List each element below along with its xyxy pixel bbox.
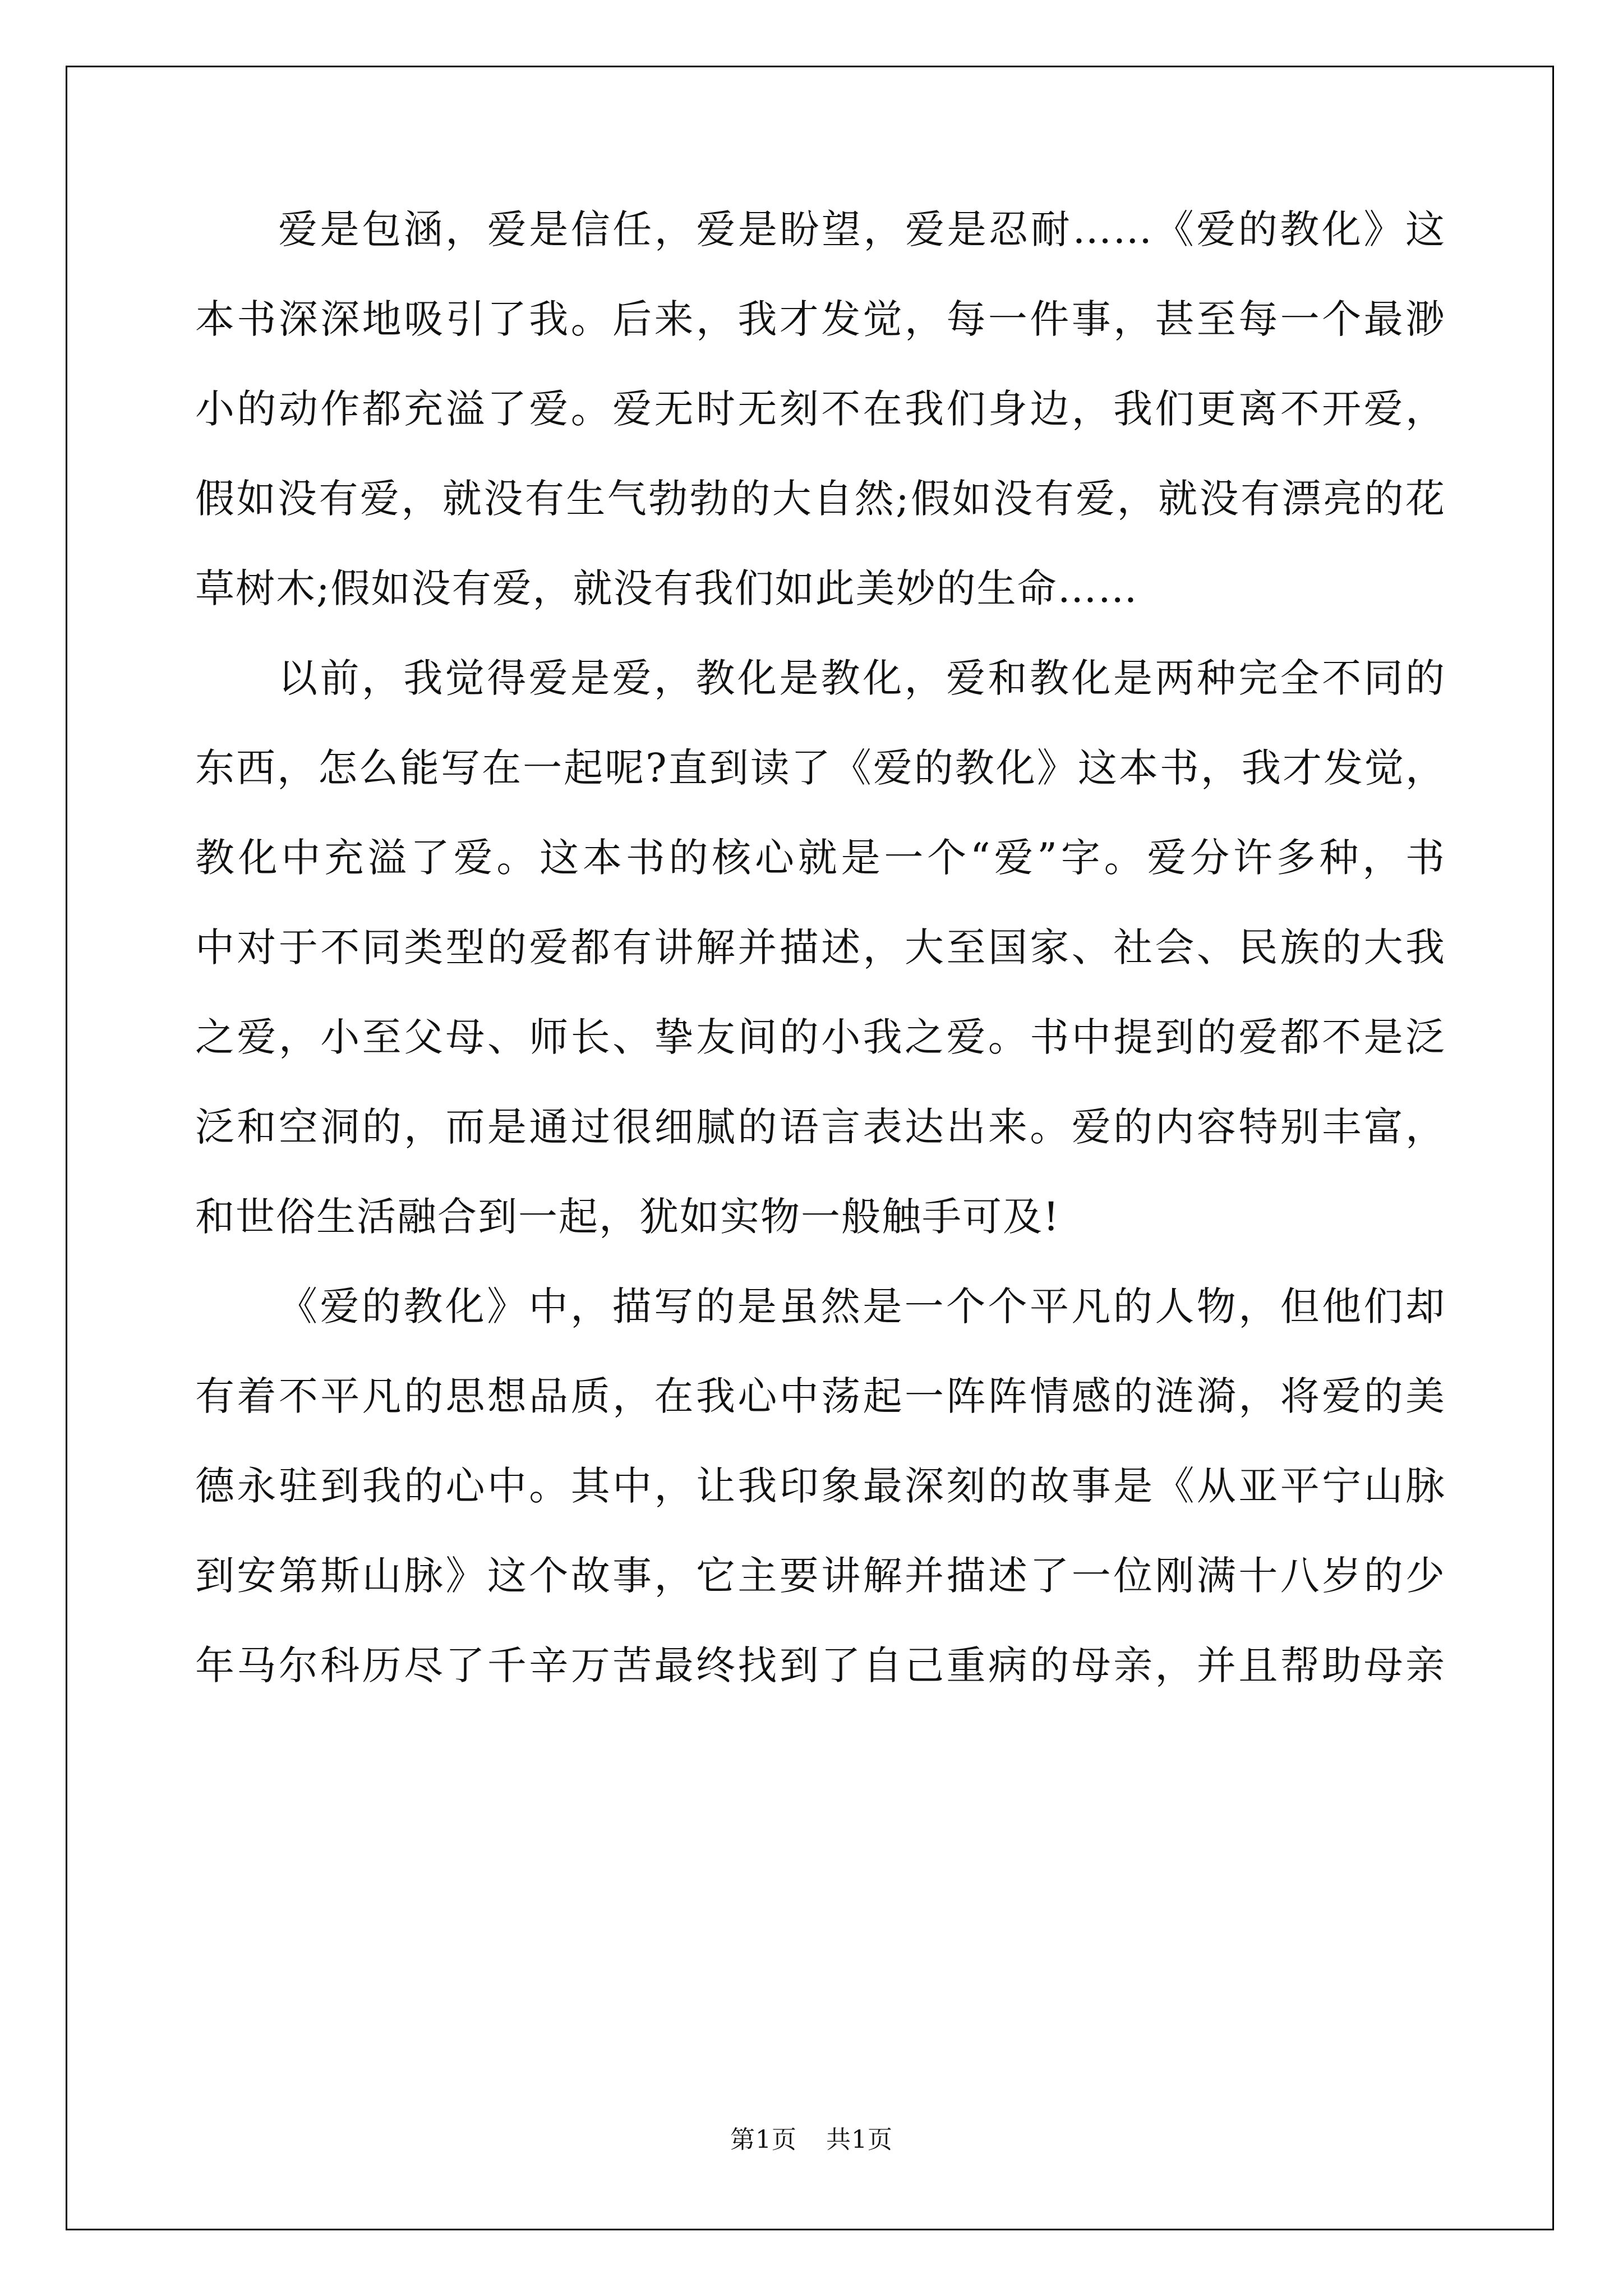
paragraph-2-line-1: 以前，我觉得爱是爱，教化是教化，爱和教化是两种完全不同的: [278, 655, 1446, 701]
paragraph-3-line-2: 有着不平凡的思想品质，在我心中荡起一阵阵情感的涟漪，将爱的美: [195, 1373, 1446, 1419]
paragraph-2-line-7: 和世俗生活融合到一起，犹如实物一般触手可及!: [195, 1194, 1061, 1240]
page-total: 共1页: [826, 2125, 893, 2154]
page-footer: [0, 2119, 1623, 2155]
paragraph-3-line-1: 《爱的教化》中，描写的是虽然是一个个平凡的人物，但他们却: [278, 1283, 1446, 1329]
paragraph-2-line-2: 东西，怎么能写在一起呢?直到读了《爱的教化》这本书，我才发觉，: [195, 745, 1446, 791]
paragraph-1-line-2: 本书深深地吸引了我。后来，我才发觉，每一件事，甚至每一个最渺: [195, 296, 1446, 342]
paragraph-2-line-4: 中对于不同类型的爱都有讲解并描述，大至国家、社会、民族的大我: [195, 924, 1446, 970]
paragraph-1-line-3: 小的动作都充溢了爱。爱无时无刻不在我们身边，我们更离不开爱，: [195, 386, 1446, 432]
paragraph-3-line-3: 德永驻到我的心中。其中，让我印象最深刻的故事是《从亚平宁山脉: [195, 1463, 1446, 1509]
paragraph-2-line-5: 之爱，小至父母、师长、挚友间的小我之爱。书中提到的爱都不是泛: [195, 1014, 1446, 1060]
page-number: 第1页: [730, 2125, 797, 2154]
paragraph-2-line-3: 教化中充溢了爱。这本书的核心就是一个“爱”字。爱分许多种，书: [195, 835, 1446, 881]
paragraph-1-line-4: 假如没有爱，就没有生气勃勃的大自然;假如没有爱，就没有漂亮的花: [195, 476, 1446, 522]
paragraph-3-line-5: 年马尔科历尽了千辛万苦最终找到了自己重病的母亲，并且帮助母亲: [195, 1642, 1446, 1688]
paragraph-3-line-4: 到安第斯山脉》这个故事，它主要讲解并描述了一位刚满十八岁的少: [195, 1553, 1446, 1599]
paragraph-1-line-5: 草树木;假如没有爱，就没有我们如此美妙的生命……: [195, 565, 1138, 611]
paragraph-1-line-1: 爱是包涵，爱是信任，爱是盼望，爱是忍耐……《爱的教化》这: [278, 206, 1446, 252]
paragraph-2-line-6: 泛和空洞的，而是通过很细腻的语言表达出来。爱的内容特别丰富，: [195, 1104, 1446, 1150]
document-body: [195, 206, 1446, 1736]
